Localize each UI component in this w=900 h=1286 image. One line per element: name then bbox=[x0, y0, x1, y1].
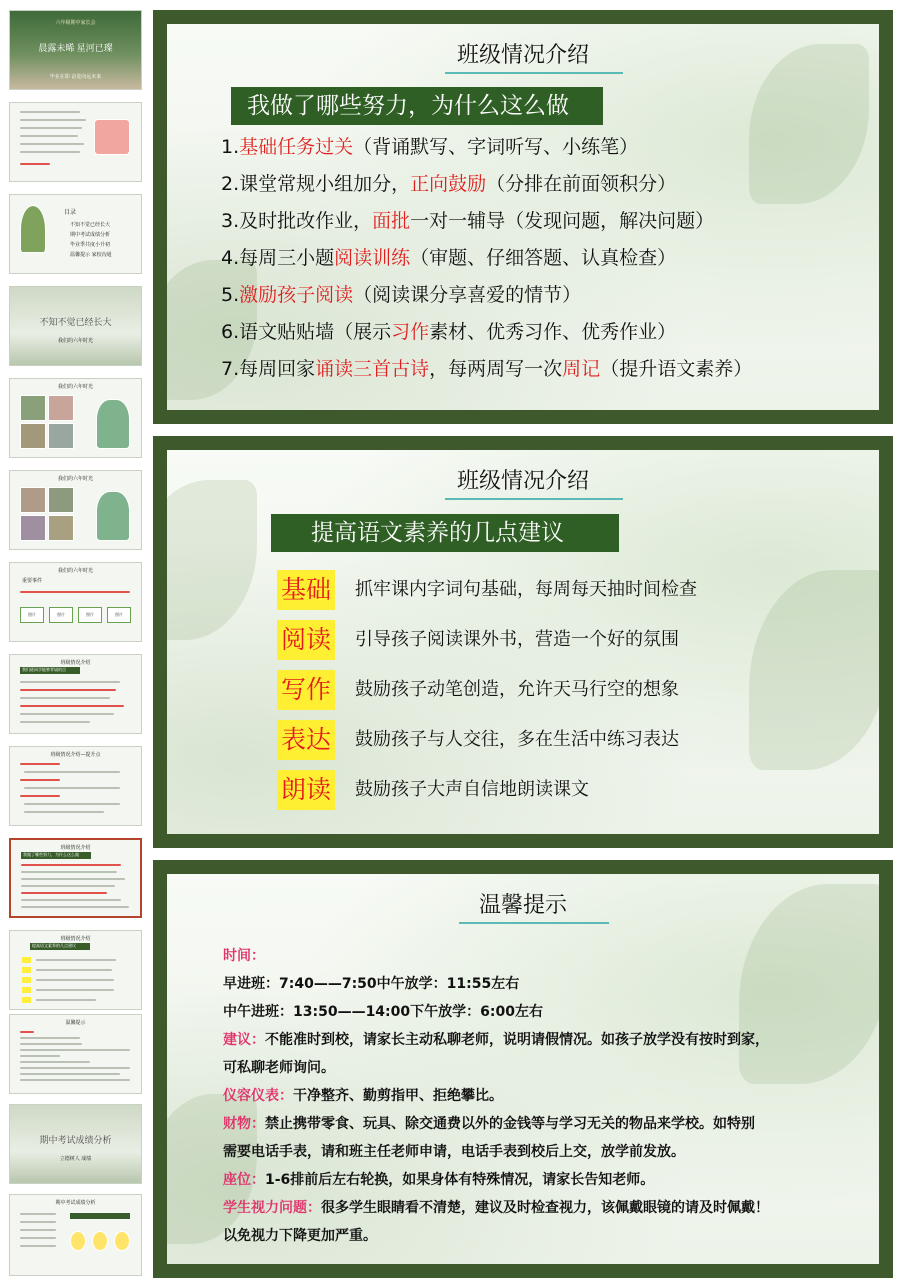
thumbnail-title: 班级情况介绍—提升点 bbox=[50, 752, 101, 758]
thumbnail-header: 重要事件 bbox=[22, 578, 43, 584]
thumbnail-text-line bbox=[20, 713, 114, 715]
reminder-label: 建议： bbox=[223, 1032, 265, 1048]
suggestion-description: 鼓励孩子与人交往，多在生活中练习表达 bbox=[355, 729, 679, 750]
thumbnail-text-line bbox=[24, 811, 104, 813]
thumbnail-header: 我做了哪些努力，为什么这么做 bbox=[23, 852, 79, 857]
reminder-label: 财物： bbox=[223, 1116, 265, 1132]
section-banner: 我做了哪些努力，为什么这么做 bbox=[231, 87, 603, 125]
thumbnail-banner bbox=[70, 1213, 130, 1219]
slide-thumbnail-9[interactable] bbox=[9, 746, 142, 826]
thumbnail-text-line bbox=[20, 1037, 80, 1039]
reminder-text-segment: 早进班：7:40——7:50中午放学：11:55左右 bbox=[223, 976, 520, 992]
item-text: 6.语文贴贴墙（展示 bbox=[221, 321, 392, 343]
photo bbox=[48, 423, 74, 449]
thumbnail-title: 温馨提示 bbox=[65, 1020, 86, 1026]
slide-thumbnail-6[interactable] bbox=[9, 470, 142, 550]
thumbnail-text-line bbox=[24, 803, 120, 805]
thumbnail-title: 目录 bbox=[63, 209, 76, 216]
slide-thumbnail-12[interactable] bbox=[9, 1014, 142, 1094]
reminder-line bbox=[223, 1058, 335, 1078]
reminder-line bbox=[223, 1086, 503, 1106]
highlight-text: 习作 bbox=[391, 321, 430, 343]
reminder-text-segment: 很多学生眼睛看不清楚，建议及时检查视力，该佩戴眼镜的请及时佩戴！ bbox=[321, 1200, 769, 1216]
item-text: 1. bbox=[221, 136, 240, 158]
thumbnail-text-line bbox=[20, 1055, 60, 1057]
thumbnail-item: 不知不觉已经长大 bbox=[70, 222, 111, 228]
photo bbox=[48, 395, 74, 421]
thumbnail-text-line bbox=[20, 1073, 120, 1075]
suggestion-description: 引导孩子阅读课外书，营造一个好的氛围 bbox=[355, 629, 679, 650]
reminder-line bbox=[223, 1198, 769, 1218]
suggestion-tag: 写作 bbox=[277, 670, 335, 710]
thumbnail-text-line bbox=[21, 878, 125, 880]
thumbnail-text-line bbox=[20, 721, 90, 723]
thumbnail-tag bbox=[22, 997, 31, 1003]
slide-suggestions[interactable] bbox=[153, 436, 893, 848]
suggestion-tag: 基础 bbox=[277, 570, 335, 610]
photo bbox=[20, 395, 46, 421]
thumbnail-text-line bbox=[20, 151, 80, 153]
thumbnail-text-line bbox=[20, 1079, 130, 1081]
thumbnail-title: 晨露未晞 星河已璨 bbox=[38, 43, 113, 53]
thumbnail-tag bbox=[22, 967, 31, 973]
thumbnail-text-line bbox=[20, 127, 82, 129]
thumbnail-text-line bbox=[21, 899, 121, 901]
thumbnail-text-line bbox=[36, 979, 114, 981]
thumbnail-header: 提高语文素养的几点建议 bbox=[32, 943, 76, 948]
reminder-text-segment: 不能准时到校，请家长主动私聊老师，说明请假情况。如孩子放学没有按时到家， bbox=[265, 1032, 769, 1048]
thumbnail-text-line bbox=[20, 1061, 90, 1063]
thumbnail-text-line bbox=[20, 119, 86, 121]
thumbnail-item: 毕业季共度小升初 bbox=[70, 242, 111, 248]
thumbnail-text-line bbox=[36, 959, 116, 961]
thumbnail-title: 我们的六年时光 bbox=[57, 384, 93, 390]
thumbnail-text-line bbox=[20, 1229, 56, 1231]
reminder-text-segment: 可私聊老师询问。 bbox=[223, 1060, 335, 1076]
highlight-text: 面批 bbox=[372, 210, 411, 232]
reminder-line bbox=[223, 1170, 654, 1190]
suggestion-tag: 阅读 bbox=[277, 620, 335, 660]
slide-thumbnail-10[interactable] bbox=[9, 838, 142, 918]
thumbnail-text-line bbox=[20, 779, 60, 781]
effort-item-2 bbox=[221, 171, 676, 197]
illustration-icon bbox=[94, 119, 130, 155]
slide-thumbnail-8[interactable] bbox=[9, 654, 142, 734]
reminder-line bbox=[223, 974, 519, 994]
thumbnail-text-line bbox=[20, 697, 110, 699]
thumbnail-text-line bbox=[20, 1237, 56, 1239]
thumbnail-caption: 六年级期中家长会 bbox=[55, 20, 96, 26]
item-text: 素材、优秀习作、优秀作业） bbox=[429, 321, 677, 343]
reminder-line bbox=[223, 1030, 769, 1050]
effort-item-4 bbox=[221, 245, 676, 271]
slide-thumbnail-panel bbox=[0, 0, 150, 1286]
item-text: 一对一辅导（发现问题，解决问题） bbox=[410, 210, 715, 232]
thumbnail-text-line bbox=[21, 864, 121, 866]
thumbnail-text-line bbox=[36, 989, 114, 991]
slide-thumbnail-11[interactable] bbox=[9, 930, 142, 1010]
photo bbox=[48, 515, 74, 541]
slide-thumbnail-5[interactable] bbox=[9, 378, 142, 458]
thumbnail-photo-box: 照片 bbox=[107, 607, 131, 623]
reminder-label: 仪容仪表： bbox=[223, 1088, 293, 1104]
effort-item-7 bbox=[221, 356, 752, 382]
item-text: 4.每周三小题 bbox=[221, 247, 335, 269]
thumbnail-item: 温馨提示 家校沟通 bbox=[70, 252, 112, 258]
suggestion-description: 鼓励孩子动笔创造，允许天马行空的想象 bbox=[355, 679, 679, 700]
effort-item-6 bbox=[221, 319, 676, 345]
leaf-decoration bbox=[167, 480, 257, 640]
effort-item-1 bbox=[221, 134, 638, 160]
photo bbox=[48, 487, 74, 513]
title-underline bbox=[445, 72, 623, 74]
slide-thumbnail-13[interactable] bbox=[9, 1104, 142, 1184]
reminder-text-segment: 以免视力下降更加严重。 bbox=[223, 1228, 377, 1244]
slide-thumbnail-4[interactable] bbox=[9, 286, 142, 366]
section-banner: 提高语文素养的几点建议 bbox=[271, 514, 619, 552]
slide-title: 班级情况介绍 bbox=[456, 469, 589, 494]
effort-item-3 bbox=[221, 208, 714, 234]
highlight-text: 正向鼓励 bbox=[410, 173, 487, 195]
item-text: 7.每周回家 bbox=[221, 358, 316, 380]
reminder-line bbox=[223, 1002, 543, 1022]
suggestion-tag: 表达 bbox=[277, 720, 335, 760]
slide-title: 温馨提示 bbox=[478, 893, 567, 918]
item-text: 3.及时批改作业， bbox=[221, 210, 373, 232]
thumbnail-text-line bbox=[20, 1043, 82, 1045]
thumbnail-circle bbox=[114, 1231, 130, 1251]
thumbnail-text-line bbox=[20, 689, 116, 691]
thumbnail-text-line bbox=[20, 681, 120, 683]
slide-canvas bbox=[167, 874, 879, 1264]
thumbnail-text-line bbox=[20, 1245, 56, 1247]
thumbnail-text-line bbox=[21, 906, 129, 908]
thumbnail-text-line bbox=[21, 871, 117, 873]
item-text: （分排在前面领积分） bbox=[486, 173, 677, 195]
thumbnail-text-line bbox=[20, 763, 60, 765]
thumbnail-text-line bbox=[21, 892, 107, 894]
thumbnail-text-line bbox=[20, 1221, 56, 1223]
slide-thumbnail-3[interactable] bbox=[9, 194, 142, 274]
item-text: ，每两周写一次 bbox=[429, 358, 563, 380]
thumbnail-text-line bbox=[20, 1067, 130, 1069]
highlight-text: 周记 bbox=[562, 358, 601, 380]
reminder-text-segment: 干净整齐、勤剪指甲、拒绝攀比。 bbox=[293, 1088, 503, 1104]
reminder-text-segment: 1-6排前后左右轮换，如果身体有特殊情况，请家长告知老师。 bbox=[265, 1172, 655, 1188]
thumbnail-text-line bbox=[20, 795, 60, 797]
reminder-line bbox=[223, 946, 265, 966]
slide-canvas bbox=[167, 450, 879, 834]
item-text: 2.课堂常规小组加分， bbox=[221, 173, 411, 195]
suggestion-tag: 朗读 bbox=[277, 770, 335, 810]
item-text: （审题、仔细答题、认真检查） bbox=[410, 247, 677, 269]
suggestion-description: 鼓励孩子大声自信地朗读课文 bbox=[355, 779, 589, 800]
suggestion-description: 抓牢课内字词句基础，每周每天抽时间检查 bbox=[355, 579, 697, 600]
thumbnail-circle bbox=[92, 1231, 108, 1251]
film-camera-icon bbox=[96, 491, 130, 541]
effort-item-5 bbox=[221, 282, 581, 308]
reminder-label: 座位： bbox=[223, 1172, 265, 1188]
photo bbox=[20, 487, 46, 513]
thumbnail-photo-box: 照片 bbox=[78, 607, 102, 623]
highlight-text: 诵读三首古诗 bbox=[315, 358, 430, 380]
thumbnail-subtitle: 立德树人 成绩 bbox=[59, 1156, 92, 1162]
photo bbox=[20, 515, 46, 541]
thumbnail-text-line bbox=[20, 163, 50, 165]
slide-thumbnail-1[interactable] bbox=[9, 10, 142, 90]
thumbnail-title: 班级情况介绍 bbox=[60, 845, 91, 851]
slide-thumbnail-14[interactable] bbox=[9, 1194, 142, 1276]
tree-icon bbox=[20, 205, 46, 253]
thumbnail-text-line bbox=[20, 1213, 56, 1215]
thumbnail-tag bbox=[22, 957, 31, 963]
thumbnail-text-line bbox=[20, 705, 124, 707]
reminder-line bbox=[223, 1142, 685, 1162]
thumbnail-title: 期中考试成绩分析 bbox=[55, 1200, 96, 1206]
thumbnail-text-line bbox=[36, 999, 96, 1001]
slide-efforts[interactable] bbox=[153, 10, 893, 424]
reminder-text-segment: 中午进班：13:50——14:00下午放学：6:00左右 bbox=[223, 1004, 543, 1020]
thumbnail-text-line bbox=[24, 771, 120, 773]
reminder-label: 时间： bbox=[223, 948, 265, 964]
slide-title: 班级情况介绍 bbox=[456, 43, 589, 68]
thumbnail-text-line bbox=[20, 143, 84, 145]
thumbnail-title: 我们的六年时光 bbox=[57, 568, 93, 574]
reminder-text-segment: 禁止携带零食、玩具、除交通费以外的金钱等与学习无关的物品来学校。如特别 bbox=[265, 1116, 755, 1132]
slide-thumbnail-2[interactable] bbox=[9, 102, 142, 182]
item-text: 5. bbox=[221, 284, 240, 306]
leaf-decoration bbox=[749, 570, 879, 770]
reminder-line bbox=[223, 1114, 755, 1134]
thumbnail-text-line bbox=[21, 885, 115, 887]
item-text: （背诵默写、字词听写、小练笔） bbox=[353, 136, 639, 158]
thumbnail-text-line bbox=[20, 1031, 34, 1033]
thumbnail-title: 我们的六年时光 bbox=[57, 476, 93, 482]
thumbnail-title: 班级情况介绍 bbox=[60, 660, 91, 666]
thumbnail-subtitle: 我们的六年时光 bbox=[57, 338, 93, 344]
thumbnail-title: 班级情况介绍 bbox=[60, 936, 91, 942]
thumbnail-header: 我们班同学能够背诵的点 bbox=[22, 667, 66, 672]
thumbnail-text-line bbox=[20, 1049, 130, 1051]
film-camera-icon bbox=[96, 399, 130, 449]
thumbnail-title: 期中考试成绩分析 bbox=[39, 1135, 112, 1145]
reminder-text-segment: 需要电话手表，请和班主任老师申请，电话手表到校后上交，放学前发放。 bbox=[223, 1144, 685, 1160]
thumbnail-circle bbox=[70, 1231, 86, 1251]
thumbnail-text-line bbox=[24, 787, 120, 789]
slide-canvas bbox=[167, 24, 879, 410]
slide-thumbnail-7[interactable] bbox=[9, 562, 142, 642]
thumbnail-tag bbox=[22, 987, 31, 993]
thumbnail-photo-box: 照片 bbox=[20, 607, 44, 623]
highlight-text: 阅读训练 bbox=[334, 247, 411, 269]
thumbnail-text-line bbox=[20, 111, 80, 113]
title-underline bbox=[459, 922, 609, 924]
photo bbox=[20, 423, 46, 449]
thumbnail-tag bbox=[22, 977, 31, 983]
reminder-line bbox=[223, 1226, 377, 1246]
slide-reminders[interactable] bbox=[153, 860, 893, 1278]
item-text: （阅读课分享喜爱的情节） bbox=[353, 284, 582, 306]
thumbnail-text-line bbox=[20, 135, 78, 137]
item-text: （提升语文素养） bbox=[600, 358, 753, 380]
thumbnail-item: 期中考试成绩分析 bbox=[70, 232, 111, 238]
thumbnail-title: 不知不觉已经长大 bbox=[39, 317, 112, 327]
title-underline bbox=[445, 498, 623, 500]
reminder-label: 学生视力问题： bbox=[223, 1200, 321, 1216]
thumbnail-subtitle: 毕业在即 奋进向远未来 bbox=[49, 74, 102, 80]
highlight-text: 激励孩子阅读 bbox=[239, 284, 354, 306]
thumbnail-photo-box: 照片 bbox=[49, 607, 73, 623]
highlight-text: 基础任务过关 bbox=[239, 136, 354, 158]
thumbnail-text-line bbox=[36, 969, 112, 971]
thumbnail-text-line bbox=[20, 591, 130, 593]
